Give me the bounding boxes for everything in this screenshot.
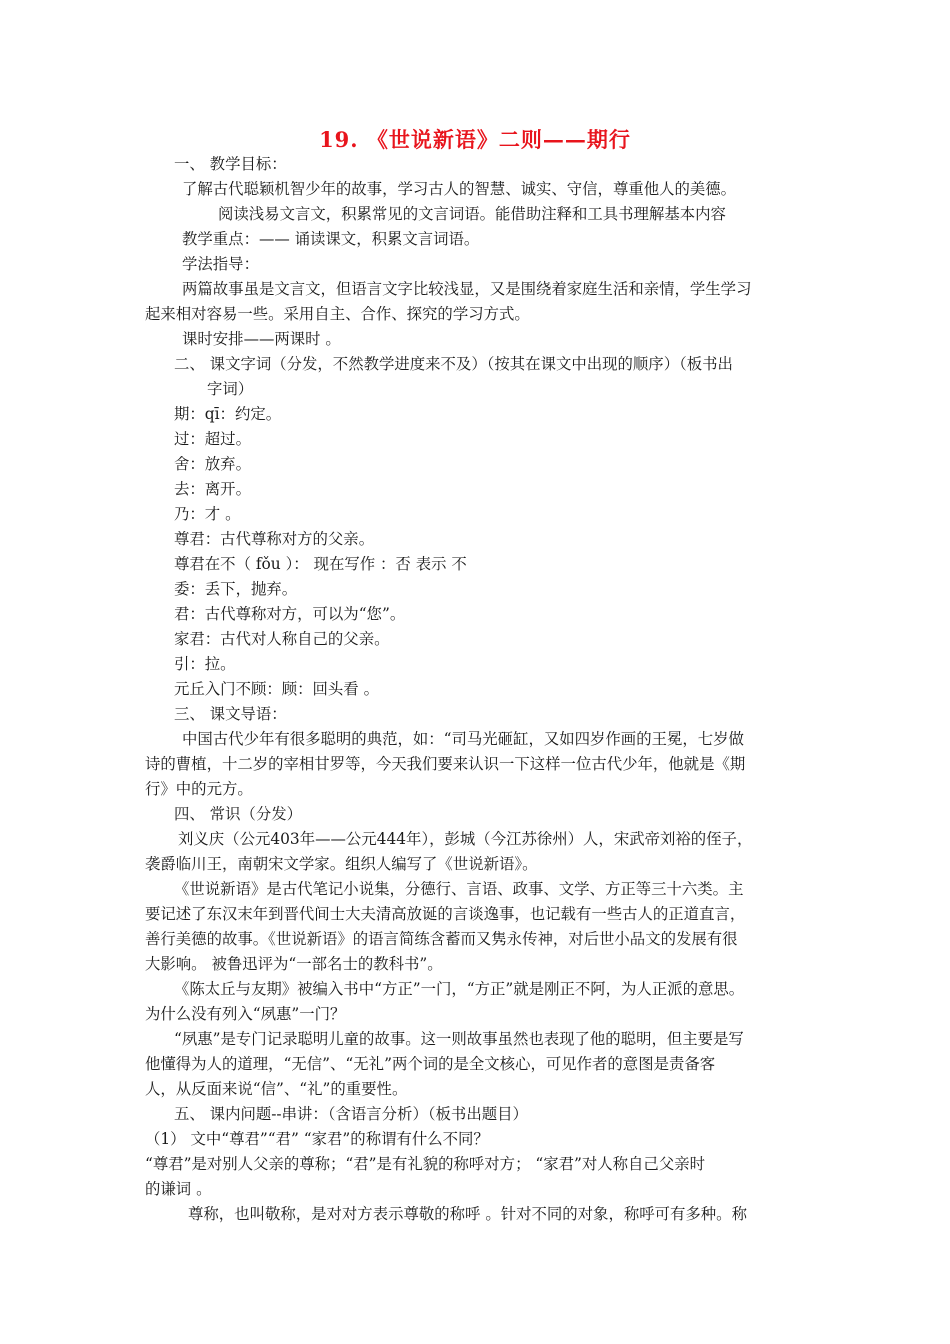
text-line: 五、 课内问题--串讲：（含语言分析）（板书出题目） — [174, 1105, 528, 1123]
text-line: 尊称，也叫敬称，是对对方表示尊敬的称呼 。针对不同的对象，称呼可有多种。称 — [188, 1205, 747, 1223]
document-title: 19. 《世说新语》二则——期行 — [319, 127, 631, 152]
text-line: 袭爵临川王，南朝宋文学家。组织人编写了《世说新语》。 — [145, 855, 538, 873]
text-line: （1） 文中“尊君”“君” “家君”的称谓有什么不同？ — [145, 1130, 489, 1148]
text-line: 家君：古代对人称自己的父亲。 — [174, 630, 390, 648]
text-line: 去：离开。 — [174, 480, 251, 498]
text-line: 君：古代尊称对方，可以为“您”。 — [174, 605, 406, 623]
text-line: 教学重点：—— 诵读课文，积累文言词语。 — [182, 230, 480, 248]
text-line: 了解古代聪颖机智少年的故事，学习古人的智慧、诚实、守信，尊重他人的美德。 — [182, 180, 737, 198]
text-line: 起来相对容易一些。采用自主、合作、探究的学习方式。 — [145, 305, 530, 323]
text-line: 人，从反面来说“信”、“礼”的重要性。 — [145, 1080, 408, 1098]
text-line: 尊君在不（ fǒu ）： 现在写作 ：否 表示 不 — [174, 555, 467, 573]
text-line: 诗的曹植，十二岁的宰相甘罗等，今天我们要来认识一下这样一位古代少年，他就是《期 — [145, 755, 746, 773]
text-line: 乃：才 。 — [174, 505, 241, 523]
text-line: 大影响。 被鲁迅评为“一部名士的教科书”。 — [145, 955, 443, 973]
text-line: 尊君：古代尊称对方的父亲。 — [174, 530, 375, 548]
text-line: 他懂得为人的道理，“无信”、“无礼”两个词的是全文核心，可见作者的意图是责备客 — [145, 1055, 716, 1073]
text-line: “尊君”是对别人父亲的尊称；“君”是有礼貌的称呼对方； “家君”对人称自己父亲时 — [145, 1155, 705, 1173]
text-line: 《世说新语》是古代笔记小说集，分德行、言语、政事、文学、方正等三十六类。主 — [174, 880, 744, 898]
text-line: 字词） — [207, 380, 254, 398]
text-line: 为什么没有列入“夙惠”一门？ — [145, 1005, 346, 1023]
text-line: 二、 课文字词（分发，不然教学进度来不及）（按其在课文中出现的顺序）（板书出 — [174, 355, 733, 373]
text-line: 三、 课文导语： — [174, 705, 287, 723]
text-line: 一、 教学目标： — [174, 155, 287, 173]
text-line: 刘义庆（公元403年——公元444年），彭城（今江苏徐州）人，宋武帝刘裕的侄子， — [178, 830, 753, 848]
text-line: 引：拉。 — [174, 655, 236, 673]
text-line: 两篇故事虽是文言文，但语言文字比较浅显，又是围绕着家庭生活和亲情，学生学习 — [182, 280, 752, 298]
text-line: 舍：放弃。 — [174, 455, 251, 473]
text-line: 中国古代少年有很多聪明的典范，如：“司马光砸缸，又如四岁作画的王冕，七岁做 — [182, 730, 744, 748]
text-line: 行》中的元方。 — [145, 780, 253, 798]
text-line: 要记述了东汉末年到晋代间士大夫清高放诞的言谈逸事，也记载有一些古人的正道直言， — [145, 905, 746, 923]
text-line: 善行美德的故事。《世说新语》的语言简练含蓄而又隽永传神，对后世小品文的发展有很 — [145, 930, 738, 948]
text-line: 《陈太丘与友期》被编入书中“方正”一门，“方正”就是刚正不阿，为人正派的意思。 — [174, 980, 745, 998]
text-line: 委：丢下，抛弃。 — [174, 580, 298, 598]
text-line: 期：qī：约定。 — [174, 405, 282, 423]
text-line: 阅读浅易文言文，积累常见的文言词语。能借助注释和工具书理解基本内容 — [218, 205, 726, 223]
text-line: 课时安排——两课时 。 — [182, 330, 341, 348]
text-line: 四、 常识（分发） — [174, 805, 303, 823]
text-line: 过：超过。 — [174, 430, 251, 448]
text-line: “夙惠”是专门记录聪明儿童的故事。这一则故事虽然也表现了他的聪明，但主要是写 — [174, 1030, 744, 1048]
text-line: 的谦词 。 — [145, 1180, 212, 1198]
text-line: 元丘入门不顾：顾：回头看 。 — [174, 680, 379, 698]
text-line: 学法指导： — [182, 255, 259, 273]
